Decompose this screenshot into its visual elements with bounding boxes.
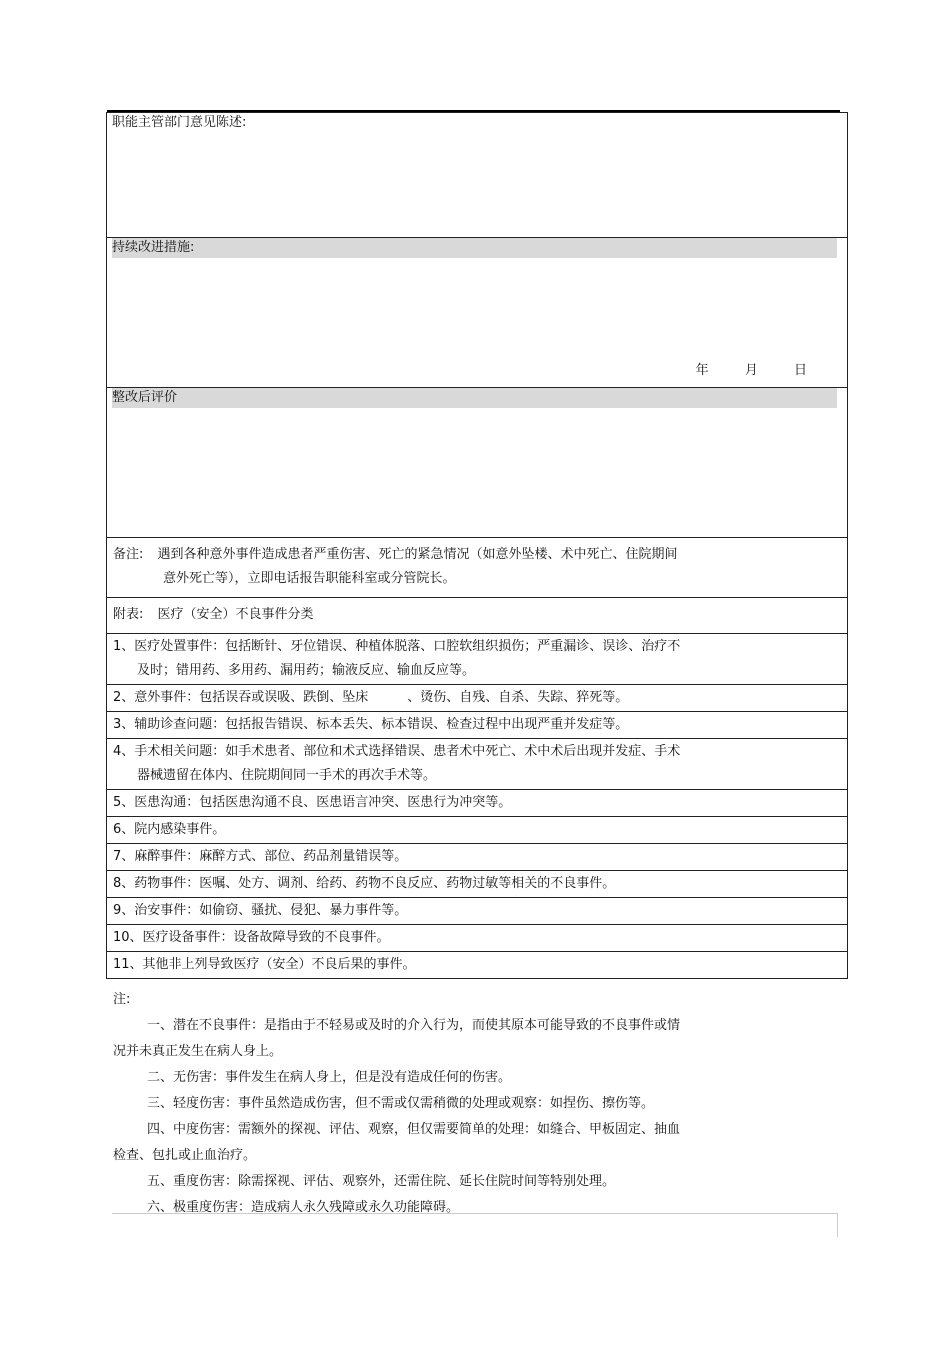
category-text: 2、意外事件：包括误吞或误吸、跌倒、坠床 、烫伤、自残、自杀、失踪、猝死等。 xyxy=(113,690,629,705)
appendix-row xyxy=(107,598,848,634)
category-text-cont: 器械遗留在体内、住院期间同一手术的再次手术等。 xyxy=(137,768,437,783)
opinion-row xyxy=(107,113,848,238)
date-row xyxy=(664,359,807,383)
note-item: 二、无伤害：事件发生在病人身上，但是没有造成任何的伤害。 xyxy=(147,1070,512,1085)
improvement-label: 持续改进措施: xyxy=(112,238,837,258)
category-row xyxy=(107,634,848,685)
category-cell xyxy=(107,634,848,685)
opinion-cell xyxy=(107,113,848,238)
remark-cell xyxy=(107,538,848,598)
category-list xyxy=(107,634,848,979)
category-row xyxy=(107,712,848,739)
evaluation-cell xyxy=(107,388,848,538)
category-cell xyxy=(107,952,848,979)
notes-items xyxy=(113,1013,773,1221)
evaluation-row xyxy=(107,388,848,538)
category-cell xyxy=(107,871,848,898)
category-cell xyxy=(107,898,848,925)
date-year: 年 xyxy=(695,363,709,378)
category-text: 3、辅助诊查问题：包括报告错误、标本丢失、标本错误、检查过程中出现严重并发症等。 xyxy=(113,717,629,732)
improvement-cell xyxy=(107,238,848,388)
category-row xyxy=(107,685,848,712)
date-day: 日 xyxy=(793,363,807,378)
note-item: 三、轻度伤害：事件虽然造成伤害，但不需或仅需稍微的处理或观察：如捏伤、擦伤等。 xyxy=(147,1096,655,1111)
note-item-cont: 检查、包扎或止血治疗。 xyxy=(113,1148,257,1163)
bottom-corner-rule xyxy=(837,1213,838,1237)
category-row xyxy=(107,952,848,979)
improvement-row xyxy=(107,238,848,388)
category-row xyxy=(107,790,848,817)
date-month: 月 xyxy=(744,363,758,378)
bottom-rule xyxy=(112,1213,838,1214)
category-text-cont: 及时；错用药、多用药、漏用药；输液反应、输血反应等。 xyxy=(137,663,476,678)
notes-label: 注: xyxy=(113,992,131,1007)
remark-text xyxy=(113,543,841,591)
category-row xyxy=(107,871,848,898)
category-cell xyxy=(107,817,848,844)
category-text: 11、其他非上列导致医疗（安全）不良后果的事件。 xyxy=(113,957,416,972)
evaluation-label: 整改后评价 xyxy=(112,388,837,408)
category-text: 4、手术相关问题：如手术患者、部位和术式选择错误、患者术中死亡、术中术后出现并发症、手术 xyxy=(113,744,681,759)
remark-line2: 意外死亡等），立即电话报告职能科室或分管院长。 xyxy=(163,571,456,586)
category-cell xyxy=(107,790,848,817)
note-item: 六、极重度伤害：造成病人永久残障或永久功能障碍。 xyxy=(147,1200,460,1215)
category-cell xyxy=(107,712,848,739)
category-cell xyxy=(107,844,848,871)
remark-label: 备注: xyxy=(113,547,144,562)
category-text: 5、医患沟通：包括医患沟通不良、医患语言冲突、医患行为冲突等。 xyxy=(113,795,512,810)
category-row xyxy=(107,844,848,871)
category-row xyxy=(107,925,848,952)
category-text: 6、院内感染事件。 xyxy=(113,822,226,837)
appendix-label: 附表: xyxy=(113,607,144,622)
remark-line1: 遇到各种意外事件造成患者严重伤害、死亡的紧急情况（如意外坠楼、术中死亡、住院期间 xyxy=(157,547,678,562)
opinion-label: 职能主管部门意见陈述: xyxy=(112,115,247,130)
category-row xyxy=(107,898,848,925)
category-row xyxy=(107,739,848,790)
category-text: 8、药物事件：医嘱、处方、调剂、给药、药物不良反应、药物过敏等相关的不良事件。 xyxy=(113,876,616,891)
report-form xyxy=(106,112,848,979)
appendix-cell xyxy=(107,598,848,634)
note-item-cont: 况并未真正发生在病人身上。 xyxy=(113,1044,283,1059)
category-cell xyxy=(107,925,848,952)
category-text: 1、医疗处置事件：包括断针、牙位错误、种植体脱落、口腔软组织损伤；严重漏诊、误诊、治疗不 xyxy=(113,639,681,654)
notes-section xyxy=(113,987,773,1221)
note-item: 一、潜在不良事件：是指由于不轻易或及时的介入行为，而使其原本可能导致的不良事件或情 xyxy=(147,1018,681,1033)
remark-row xyxy=(107,538,848,598)
category-cell xyxy=(107,685,848,712)
category-cell xyxy=(107,739,848,790)
note-item: 四、中度伤害：需额外的探视、评估、观察，但仅需要简单的处理：如缝合、甲板固定、抽血 xyxy=(147,1122,681,1137)
category-text: 9、治安事件：如偷窃、骚扰、侵犯、暴力事件等。 xyxy=(113,903,408,918)
category-text: 10、医疗设备事件：设备故障导致的不良事件。 xyxy=(113,930,390,945)
appendix-title: 医疗（安全）不良事件分类 xyxy=(157,607,314,622)
note-item: 五、重度伤害：除需探视、评估、观察外，还需住院、延长住院时间等特别处理。 xyxy=(147,1174,616,1189)
category-row xyxy=(107,817,848,844)
category-text: 7、麻醉事件：麻醉方式、部位、药品剂量错误等。 xyxy=(113,849,408,864)
